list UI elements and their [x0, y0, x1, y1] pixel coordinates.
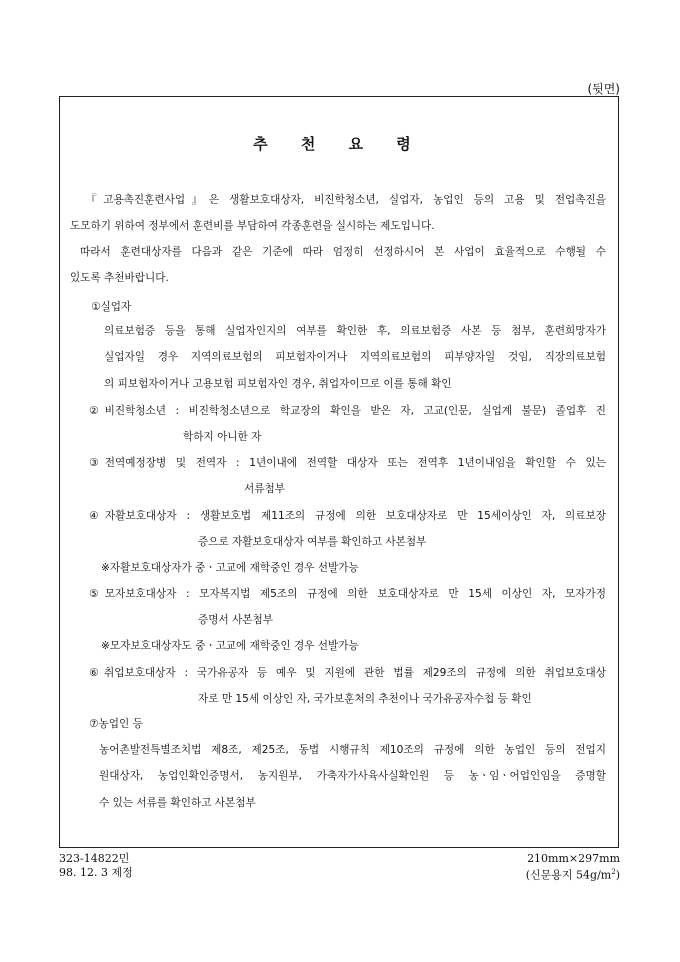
item2-line-2: 학하지 아니한 자 [183, 431, 262, 443]
item7-line-2: 원대상자, 농업인확인증명서, 농지원부, 가축자가사육사실확인원 등 농ㆍ임ㆍ어업인임을 증명할 [99, 770, 606, 782]
paper-size: 210mm×297mm [527, 852, 620, 865]
item1-title: ①실업자 [91, 301, 132, 313]
item6-line-1: ⑥취업보호대상자 : 국가유공자 등 예우 및 지원에 관한 법률 제29조의 규정에 의한 취업보호대상 [89, 667, 606, 679]
intro-line-4: 있도록 추천바랍니다. [70, 272, 169, 284]
intro-line-1: 『고용촉진훈련사업』은 생활보호대상자, 비진학청소년, 실업자, 농업인 등의 고용 및 전업촉진을 [86, 194, 606, 206]
item1-line-3: 의 피보험자이거나 고용보험 피보험자인 경우, 취업자이므로 이를 통해 확인 [104, 378, 452, 390]
paper-spec-text: (신문용지 54g/m [525, 868, 612, 882]
item1-line-1: 의료보험증 등을 통해 실업자인지의 여부를 확인한 후, 의료보험증 사본 등 첨부, 훈련희망자가 [104, 325, 606, 337]
item1-line-2: 실업자일 경우 지역의료보험의 피보험자이거나 지역의료보험의 피부양자일 것임, 직장의료보험 [104, 351, 606, 363]
paper-spec [526, 866, 620, 882]
item2-line-1: ②비진학청소년 : 비진학청소년으로 학교장의 확인을 받은 자, 고교(인문, 실업계 불문) 졸업후 진 [89, 405, 606, 417]
item4-line-1: ④자활보호대상자 : 생활보호법 제11조의 규정에 의한 보호대상자로 만 15세이상인 자, 의료보장 [89, 510, 606, 522]
item4-note: ※자활보호대상자가 중ㆍ고교에 재학중인 경우 선발가능 [101, 562, 359, 574]
item4-line-2: 증으로 자활보호대상자 여부를 확인하고 사본첨부 [198, 536, 427, 548]
item6-line-2: 자로 만 15세 이상인 자, 국가보훈처의 추천이나 국가유공자수첩 등 확인 [198, 693, 532, 705]
form-number: 323-14822민 [59, 852, 130, 865]
item5-line-1: ⑤모자보호대상자 : 모자복지법 제5조의 규정에 의한 보호대상자로 만 15세 이상인 자, 모자가정 [89, 588, 606, 600]
enactment-date: 98. 12. 3 제정 [59, 866, 133, 879]
back-side-label: (뒷면) [587, 82, 620, 96]
item3-line-1: ③전역예정장병 및 전역자 : 1년이내에 전역할 대상자 또는 전역후 1년이내임을 확인할 수 있는 [89, 457, 606, 469]
item5-note: ※모자보호대상자도 중ㆍ고교에 재학중인 경우 선발가능 [101, 640, 359, 652]
intro-line-3: 따라서 훈련대상자를 다음과 같은 기준에 따라 엄정히 선정하시어 본 사업이 효율적으로 수행될 수 [80, 246, 606, 258]
intro-line-2: 도모하기 위하여 정부에서 훈련비를 부담하여 각종훈련을 실시하는 제도입니다. [70, 220, 435, 232]
document-title: 추 천 요 령 [253, 135, 425, 153]
item7-line-3: 수 있는 서류를 확인하고 사본첨부 [99, 797, 256, 809]
document-frame [59, 96, 619, 848]
item3-line-2: 서류첨부 [244, 483, 285, 495]
item7-line-1: 농어촌발전특별조치법 제8조, 제25조, 동법 시행규칙 제10조의 규정에 의한 농업인 등의 전업지 [99, 744, 606, 756]
paper-spec-close: ) [615, 868, 620, 882]
item5-line-2: 증명서 사본첨부 [198, 614, 274, 626]
paper-spec-superscript: 2 [611, 868, 616, 876]
item7-title: ⑦농업인 등 [89, 718, 143, 730]
